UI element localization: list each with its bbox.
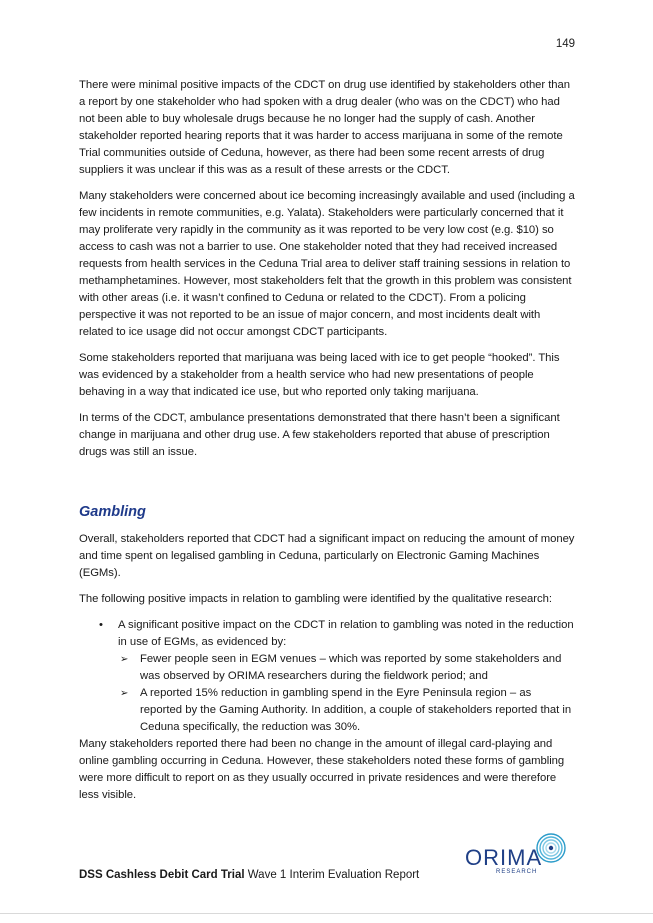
paragraph: Many stakeholders reported there had been no change in the amount of illegal card-playing and online gambling occurring in Ceduna. However, these stakeholders noted these forms of gambling were more difficult to report on as they usually occurred in private residences and were therefore less visible. xyxy=(79,738,565,801)
arrow-bullet-icon: ➢ xyxy=(120,688,129,699)
sub-bullet-item xyxy=(118,685,575,736)
paragraph: In terms of the CDCT, ambulance presentations demonstrated that there hasn’t been a significant change in marijuana and other drug use. A few stakeholders reported that abuse of prescription drugs was still an issue. xyxy=(79,412,560,458)
paragraph: Many stakeholders were concerned about ice becoming increasingly available and used (including a few incidents in remote communities, e.g. Yalata). Stakeholders were particularly concerned that it may proliferate very rapidly in the community as it was reported to be very low cost (e.g. $10) so access to cash was not a barrier to use. One stakeholder noted that they had received increased requests from health services in the Ceduna Trial area to deliver staff training sessions in relation to methamphetamines. However, most stakeholders felt that the growth in this problem was consistent with other areas (i.e. it wasn’t confined to Ceduna or related to the CDCT). From a policing perspective it was not reported to be an issue of major concern, and most incidents dealt with related to ice usage did not occur amongst CDCT participants. xyxy=(79,190,575,338)
bullet-icon: • xyxy=(99,619,103,631)
page-number: 149 xyxy=(555,38,575,50)
sub-bullet-item xyxy=(118,651,575,685)
footer-title-rest: Wave 1 Interim Evaluation Report xyxy=(244,869,420,881)
logo-subtitle: RESEARCH xyxy=(496,869,538,875)
sub-bullet-text: Fewer people seen in EGM venues – which was reported by some stakeholders and was observed by ORIMA researchers during the fieldwork period; and xyxy=(140,653,562,682)
paragraph: Some stakeholders reported that marijuana was being laced with ice to get people “hooked”. This was evidenced by a stakeholder from a health service who had new presentations of people behaving in a way that indicated ice use, but who reported only taking marijuana. xyxy=(79,352,560,398)
section-heading-gambling: Gambling xyxy=(79,504,146,520)
sub-bullet-list xyxy=(118,651,575,736)
logo-wordmark: ORIMA xyxy=(465,845,543,870)
bullet-item xyxy=(79,617,575,736)
bullet-text: A significant positive impact on the CDCT in relation to gambling was noted in the reduction in use of EGMs, as evidenced by: xyxy=(118,619,574,648)
paragraph: The following positive impacts in relation to gambling were identified by the qualitative research: xyxy=(79,593,552,605)
sub-bullet-text: A reported 15% reduction in gambling spend in the Eyre Peninsula region – as reported by the Gaming Authority. In addition, a couple of stakeholders reported that in Ceduna specifically, the reduction was 30%. xyxy=(140,687,572,733)
bullet-list xyxy=(79,617,575,736)
paragraph: There were minimal positive impacts of the CDCT on drug use identified by stakeholders other than a report by one stakeholder who had spoken with a drug dealer (who was on the CDCT) who had not been able to buy wholesale drugs because he no longer had the supply of cash. Another stakeholder reported hearing reports that it was harder to access marijuana in some of the remote Trial communities outside of Ceduna, however, as there had been some recent arrests of drug suppliers it was unclear if this was as a result of these arrests or the CDCT. xyxy=(79,79,570,176)
document-body xyxy=(79,77,575,813)
paragraph: Overall, stakeholders reported that CDCT had a significant impact on reducing the amount of money and time spent on legalised gambling in Ceduna, particularly on Electronic Gaming Machines (EGMs). xyxy=(79,533,575,579)
footer-report-title xyxy=(79,869,419,881)
page-bottom-divider xyxy=(0,913,653,914)
footer-title-bold: DSS Cashless Debit Card Trial xyxy=(79,869,245,881)
arrow-bullet-icon: ➢ xyxy=(120,654,129,665)
orima-logo xyxy=(465,832,569,880)
